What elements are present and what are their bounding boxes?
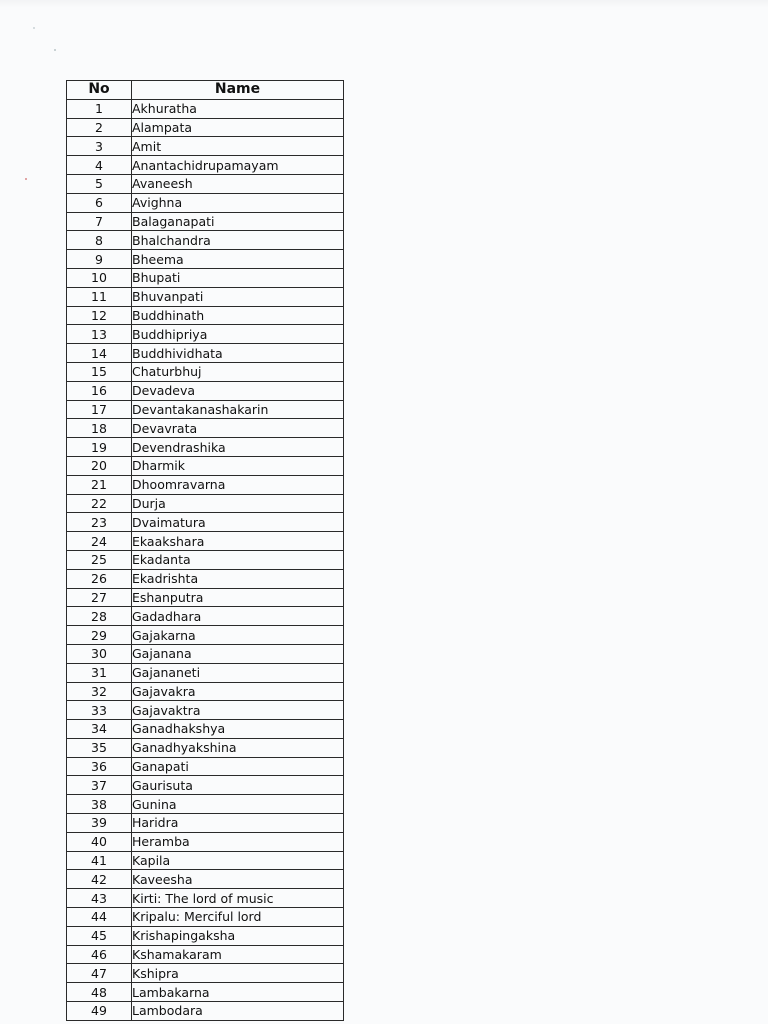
table-row (67, 663, 344, 682)
table-row (67, 268, 344, 287)
row-number: 7 (67, 212, 132, 231)
row-number: 33 (67, 701, 132, 720)
row-name: Avaneesh (132, 174, 344, 193)
row-name: Heramba (132, 832, 344, 851)
table-row (67, 682, 344, 701)
row-number: 49 (67, 1002, 132, 1021)
row-name: Kaveesha (132, 870, 344, 889)
table-row (67, 231, 344, 250)
row-number: 12 (67, 306, 132, 325)
table-row (67, 174, 344, 193)
row-number: 38 (67, 795, 132, 814)
row-name: Durja (132, 494, 344, 513)
row-name: Ekaakshara (132, 532, 344, 551)
table-row (67, 456, 344, 475)
row-number: 2 (67, 118, 132, 137)
row-name: Bheema (132, 250, 344, 269)
row-number: 42 (67, 870, 132, 889)
row-number: 48 (67, 983, 132, 1002)
row-number: 4 (67, 156, 132, 175)
row-name: Devadeva (132, 381, 344, 400)
row-name: Eshanputra (132, 588, 344, 607)
table-row (67, 607, 344, 626)
header-no: No (67, 81, 132, 100)
row-name: Buddhipriya (132, 325, 344, 344)
table-row (67, 720, 344, 739)
row-number: 32 (67, 682, 132, 701)
row-name: Akhuratha (132, 99, 344, 118)
row-number: 9 (67, 250, 132, 269)
row-name: Bhupati (132, 268, 344, 287)
row-number: 3 (67, 137, 132, 156)
row-number: 14 (67, 344, 132, 363)
row-name: Buddhividhata (132, 344, 344, 363)
row-name: Ekadrishta (132, 569, 344, 588)
row-number: 44 (67, 908, 132, 927)
row-number: 15 (67, 362, 132, 381)
row-number: 24 (67, 532, 132, 551)
table-row (67, 644, 344, 663)
row-name: Kirti: The lord of music (132, 889, 344, 908)
row-number: 8 (67, 231, 132, 250)
table-row (67, 983, 344, 1002)
table-row (67, 438, 344, 457)
row-number: 17 (67, 400, 132, 419)
row-name: Kshamakaram (132, 945, 344, 964)
table-row (67, 795, 344, 814)
row-number: 45 (67, 926, 132, 945)
row-number: 21 (67, 475, 132, 494)
row-name: Bhalchandra (132, 231, 344, 250)
row-number: 36 (67, 757, 132, 776)
row-name: Gajananeti (132, 663, 344, 682)
row-name: Anantachidrupamayam (132, 156, 344, 175)
row-name: Gajavakra (132, 682, 344, 701)
table-row (67, 757, 344, 776)
row-name: Avighna (132, 193, 344, 212)
table-row (67, 118, 344, 137)
table-row (67, 701, 344, 720)
table-row (67, 851, 344, 870)
row-number: 6 (67, 193, 132, 212)
row-number: 28 (67, 607, 132, 626)
scan-speck (54, 49, 56, 51)
row-number: 34 (67, 720, 132, 739)
row-number: 47 (67, 964, 132, 983)
row-name: Ganadhyakshina (132, 738, 344, 757)
row-name: Ganapati (132, 757, 344, 776)
table-row (67, 419, 344, 438)
row-name: Gajavaktra (132, 701, 344, 720)
row-number: 46 (67, 945, 132, 964)
row-name: Chaturbhuj (132, 362, 344, 381)
row-number: 18 (67, 419, 132, 438)
row-name: Haridra (132, 814, 344, 833)
row-number: 31 (67, 663, 132, 682)
row-number: 26 (67, 569, 132, 588)
row-number: 13 (67, 325, 132, 344)
table-row (67, 99, 344, 118)
table-row (67, 908, 344, 927)
row-number: 10 (67, 268, 132, 287)
row-number: 23 (67, 513, 132, 532)
row-number: 41 (67, 851, 132, 870)
row-number: 5 (67, 174, 132, 193)
table-row (67, 193, 344, 212)
row-number: 39 (67, 814, 132, 833)
scan-speck (25, 178, 27, 180)
table-row (67, 889, 344, 908)
row-number: 37 (67, 776, 132, 795)
row-name: Gajanana (132, 644, 344, 663)
row-name: Gaurisuta (132, 776, 344, 795)
scan-edge-shadow (0, 0, 768, 8)
row-number: 40 (67, 832, 132, 851)
row-name: Gajakarna (132, 626, 344, 645)
table-row (67, 400, 344, 419)
table-row (67, 250, 344, 269)
row-name: Gunina (132, 795, 344, 814)
row-number: 43 (67, 889, 132, 908)
row-name: Dvaimatura (132, 513, 344, 532)
table-row (67, 475, 344, 494)
row-number: 25 (67, 550, 132, 569)
row-number: 29 (67, 626, 132, 645)
row-number: 1 (67, 99, 132, 118)
table-row (67, 306, 344, 325)
row-name: Kripalu: Merciful lord (132, 908, 344, 927)
table-row (67, 513, 344, 532)
row-number: 16 (67, 381, 132, 400)
row-name: Lambodara (132, 1002, 344, 1021)
row-name: Krishapingaksha (132, 926, 344, 945)
table-row (67, 738, 344, 757)
table-row (67, 362, 344, 381)
row-name: Ganadhakshya (132, 720, 344, 739)
row-name: Kapila (132, 851, 344, 870)
table-row (67, 532, 344, 551)
row-number: 11 (67, 287, 132, 306)
table-row (67, 832, 344, 851)
row-name: Lambakarna (132, 983, 344, 1002)
row-name: Devantakanashakarin (132, 400, 344, 419)
scan-speck (33, 27, 35, 29)
row-name: Balaganapati (132, 212, 344, 231)
table-row (67, 776, 344, 795)
row-name: Alampata (132, 118, 344, 137)
row-number: 35 (67, 738, 132, 757)
names-table (66, 80, 344, 1021)
table-row (67, 870, 344, 889)
row-number: 27 (67, 588, 132, 607)
row-name: Kshipra (132, 964, 344, 983)
table-row (67, 137, 344, 156)
table-row (67, 212, 344, 231)
row-name: Devavrata (132, 419, 344, 438)
row-name: Dhoomravarna (132, 475, 344, 494)
row-number: 22 (67, 494, 132, 513)
table-row (67, 945, 344, 964)
row-name: Bhuvanpati (132, 287, 344, 306)
table-body (67, 99, 344, 1020)
table-header-row (67, 81, 344, 100)
table-row (67, 964, 344, 983)
table-row (67, 626, 344, 645)
row-name: Gadadhara (132, 607, 344, 626)
row-name: Amit (132, 137, 344, 156)
table-row (67, 381, 344, 400)
header-name: Name (132, 81, 344, 100)
row-name: Dharmik (132, 456, 344, 475)
row-number: 30 (67, 644, 132, 663)
row-name: Devendrashika (132, 438, 344, 457)
table-row (67, 814, 344, 833)
row-name: Ekadanta (132, 550, 344, 569)
row-name: Buddhinath (132, 306, 344, 325)
row-number: 20 (67, 456, 132, 475)
row-number: 19 (67, 438, 132, 457)
table-row (67, 494, 344, 513)
table-row (67, 1002, 344, 1021)
table-row (67, 588, 344, 607)
table-row (67, 569, 344, 588)
table-row (67, 287, 344, 306)
table-row (67, 926, 344, 945)
table-row (67, 550, 344, 569)
table-row (67, 156, 344, 175)
table-row (67, 344, 344, 363)
table-row (67, 325, 344, 344)
